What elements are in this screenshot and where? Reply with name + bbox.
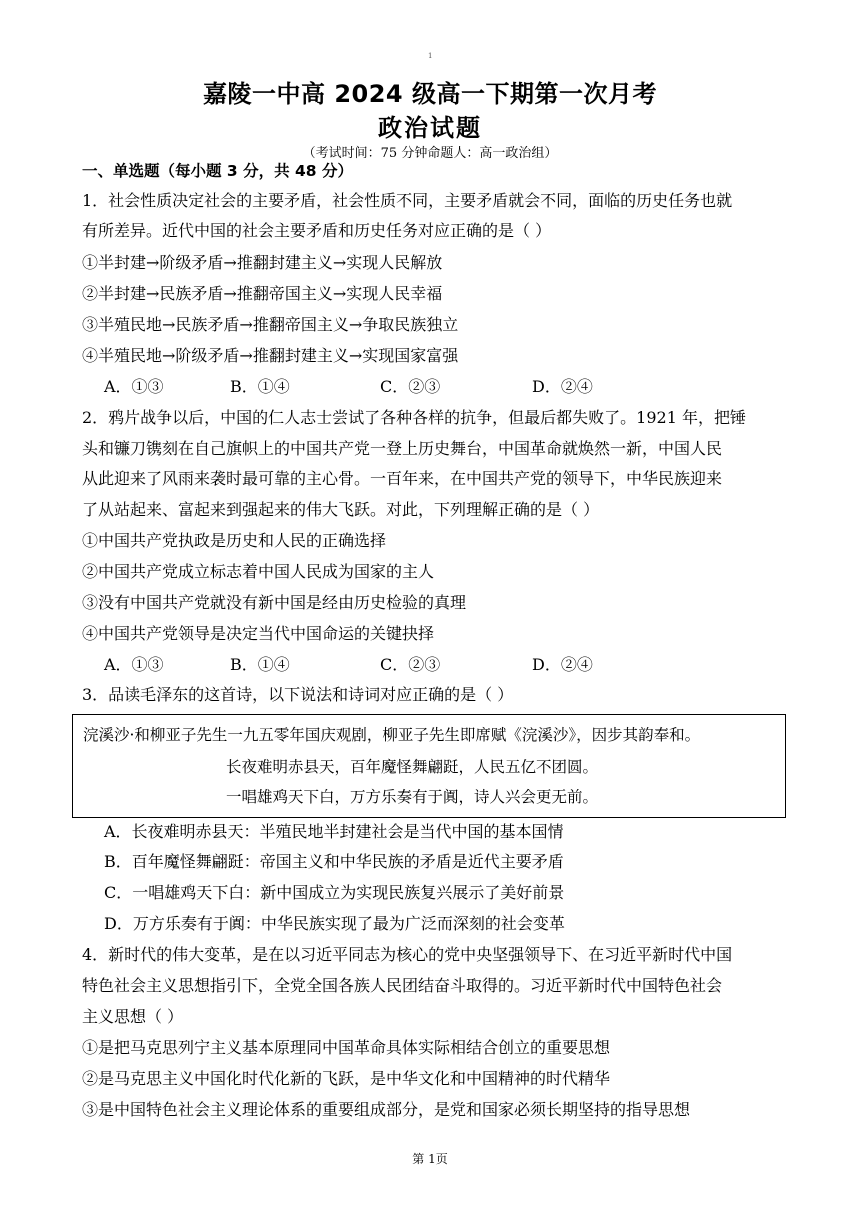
q2-item: ①中国共产党执政是历史和人民的正确选择 [82,531,387,550]
exam-title: 嘉陵一中高 2024 级高一下期第一次月考 [202,80,657,108]
poem-line: 长夜难明赤县天，百年魔怪舞翩跹，人民五亿不团圆。 [226,758,599,776]
q2-stem-line: 从此迎来了风雨来袭时最可靠的主心骨。一百年来，在中国共产党的领导下，中华民族迎来 [82,469,723,488]
poem-title: 浣溪沙·和柳亚子先生一九五零年国庆观剧，柳亚子先生即席赋《浣溪沙》，因步其韵奉和。 [83,726,701,744]
poem-line: 一唱雄鸡天下白，万方乐奏有于阗，诗人兴会更无前。 [226,788,599,806]
exam-info: （考试时间：75 分钟命题人：高一政治组） [302,146,558,161]
option-b: B．①④ [230,377,290,396]
option-a: A．①③ [104,377,164,396]
q2-stem-line: 头和镰刀镌刻在自己旗帜上的中国共产党一登上历史舞台，中国革命就焕然一新，中国人民 [82,439,723,458]
option-c: C．②③ [380,377,441,396]
q4-stem-line: 4．新时代的伟大变革，是在以习近平同志为核心的党中央坚强领导下、在习近平新时代中国 [82,945,733,964]
q4-item: ③是中国特色社会主义理论体系的重要组成部分，是党和国家必须长期坚持的指导思想 [82,1100,691,1119]
q1-stem-line1: 1．社会性质决定社会的主要矛盾，社会性质不同，主要矛盾就会不同，面临的历史任务也就 [82,191,733,210]
q3-option: A．长夜难明赤县天：半殖民地半封建社会是当代中国的基本国情 [104,822,564,841]
page-mark: 1 [428,52,433,60]
q1-item: ④半殖民地→阶级矛盾→推翻封建主义→实现国家富强 [82,346,459,365]
q2-stem-line: 了从站起来、富起来到强起来的伟大飞跃。对此，下列理解正确的是（ ） [82,500,600,519]
q4-item: ②是马克思主义中国化时代化新的飞跃，是中华文化和中国精神的时代精华 [82,1069,611,1088]
q2-stem-line: 2．鸦片战争以后，中国的仁人志士尝试了各种各样的抗争，但最后都失败了。1921 年，把锤 [82,408,746,427]
option-a: A．①③ [104,655,164,674]
q1-item: ②半封建→民族矛盾→推翻帝国主义→实现人民幸福 [82,284,443,303]
exam-subject-title: 政治试题 [378,114,482,142]
q2-item: ④中国共产党领导是决定当代中国命运的关键抉择 [82,624,435,643]
q4-stem-line: 特色社会主义思想指引下，全党全国各族人民团结奋斗取得的。习近平新时代中国特色社会 [82,976,723,995]
q4-stem-line: 主义思想（ ） [82,1007,184,1026]
q2-item: ②中国共产党成立标志着中国人民成为国家的主人 [82,562,435,581]
poem-box [72,714,786,818]
page-number: 第 1页 [412,1152,448,1166]
q3-option: D．万方乐奏有于阗：中华民族实现了最为广泛而深刻的社会变革 [104,914,565,933]
q1-stem-line2: 有所差异。近代中国的社会主要矛盾和历史任务对应正确的是（ ） [82,221,552,240]
q3-option: B．百年魔怪舞翩跹：帝国主义和中华民族的矛盾是近代主要矛盾 [104,852,564,871]
q1-item: ①半封建→阶级矛盾→推翻封建主义→实现人民解放 [82,253,443,272]
q3-stem: 3．品读毛泽东的这首诗，以下说法和诗词对应正确的是（ ） [82,685,514,704]
option-d: D．②④ [532,655,593,674]
q3-option: C．一唱雄鸡天下白：新中国成立为实现民族复兴展示了美好前景 [104,883,565,902]
q4-item: ①是把马克思列宁主义基本原理同中国革命具体实际相结合创立的重要思想 [82,1038,611,1057]
q1-item: ③半殖民地→民族矛盾→推翻帝国主义→争取民族独立 [82,315,459,334]
option-d: D．②④ [532,377,593,396]
section-heading: 一、单选题（每小题 3 分，共 48 分） [82,162,353,180]
option-c: C．②③ [380,655,441,674]
option-b: B．①④ [230,655,290,674]
q2-item: ③没有中国共产党就没有新中国是经由历史检验的真理 [82,593,467,612]
